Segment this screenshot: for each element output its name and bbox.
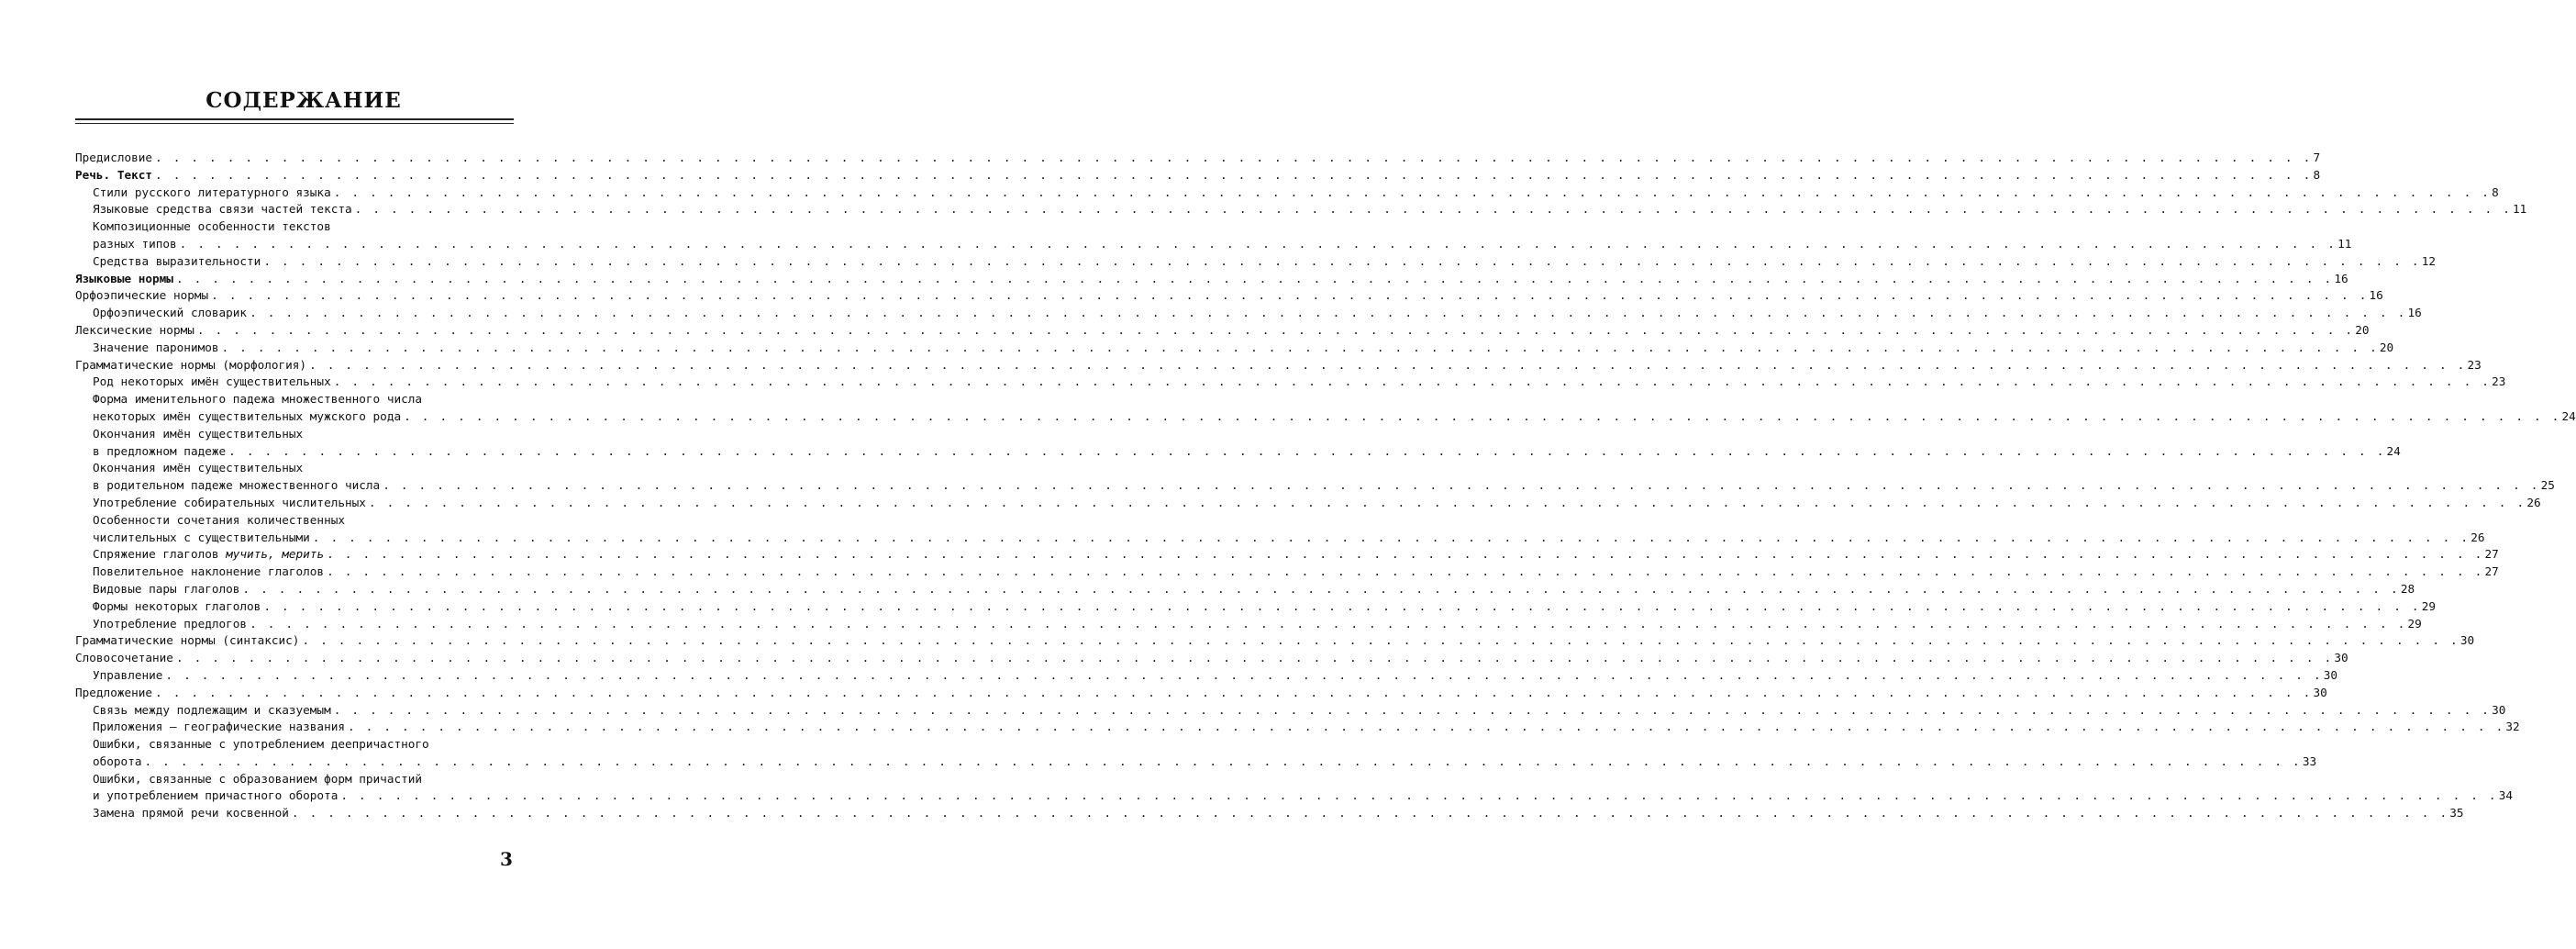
toc-entry-title: некоторых имён существительных мужского рода: [93, 408, 402, 423]
dot-leader: . . . . . . . . . . . . . . . . . . . . . . . . . . . . . . . . . . . . . . . . . . . . . . . . . . . . . . . . . . . . . . . . . . . . . . . . . . . . . . . . . . . . . . . . . . . . . . . . . . . . . . . . . . . . . . . . . . . . . . . .: [263, 253, 2421, 268]
toc-entry-title: Предисловие: [75, 151, 153, 164]
toc-entry: [75, 685, 2327, 702]
toc-entry-title: Окончания имён существительных: [93, 426, 304, 441]
dot-leader: . . . . . . . . . . . . . . . . . . . . . . . . . . . . . . . . . . . . . . . . . . . . . . . . . . . . . . . . . . . . . . . . . . . . . . . . . . . . . . . . . . . . . . . . . . . . . . . . . . . . . . . . . . . . . . . . . . . . . . . .: [309, 357, 2467, 372]
toc-entry-page: 30: [2313, 685, 2327, 699]
dot-leader: . . . . . . . . . . . . . . . . . . . . . . . . . . . . . . . . . . . . . . . . . . . . . . . . . . . . . . . . . . . . . . . . . . . . . . . . . . . . . . . . . . . . . . . . . . . . . . . . . . . . . . . . . . . . . . . . . . . . . . . .: [333, 184, 2492, 199]
toc-entry: [75, 167, 2321, 184]
toc-entry-page: 27: [2484, 547, 2499, 562]
toc-entry: [75, 391, 514, 408]
table-of-contents: [75, 150, 2576, 822]
toc-entry-title: и употреблением причастного оборота: [93, 788, 339, 803]
dot-leader: . . . . . . . . . . . . . . . . . . . . . . . . . . . . . . . . . . . . . . . . . . . . . . . . . . . . . . . . . . . . . . . . . . . . . . . . . . . . . . . . . . . . . . . . . . . . . . . . . . . . . . . . . . . . . . . . . . . . . . . .: [340, 788, 2498, 803]
dot-leader: . . . . . . . . . . . . . . . . . . . . . . . . . . . . . . . . . . . . . . . . . . . . . . . . . . . . . . . . . . . . . . . . . . . . . . . . . . . . . . . . . . . . . . . . . . . . . . . . . . . . . . . . . . . . . . . . . . . . . . . .: [333, 702, 2492, 717]
toc-entry: [75, 201, 2527, 218]
toc-entry: [75, 771, 514, 788]
dot-leader: . . . . . . . . . . . . . . . . . . . . . . . . . . . . . . . . . . . . . . . . . . . . . . . . . . . . . . . . . . . . . . . . . . . . . . . . . . . . . . . . . . . . . . . . . . . . . . . . . . . . . . . . . . . . . . . . . . . . . . . .: [354, 202, 2513, 217]
toc-entry: [75, 236, 2352, 253]
title-rule-thin: [75, 123, 514, 124]
toc-entry: [75, 564, 2499, 581]
dot-leader: . . . . . . . . . . . . . . . . . . . . . . . . . . . . . . . . . . . . . . . . . . . . . . . . . . . . . . . . . . . . . . . . . . . . . . . . . . . . . . . . . . . . . . . . . . . . . . . . . . . . . . . . . . . . . . . . . . . . . . . .: [302, 633, 2459, 648]
toc-entry-italic: мучить, мерить: [226, 547, 325, 562]
toc-entry-page: 28: [2400, 581, 2415, 596]
toc-entry-title: Управление: [93, 667, 163, 682]
toc-entry-page: 29: [2421, 598, 2437, 613]
toc-entry: [75, 357, 2482, 374]
page-number: 3: [500, 848, 513, 870]
dot-leader: . . . . . . . . . . . . . . . . . . . . . . . . . . . . . . . . . . . . . . . . . . . . . . . . . . . . . . . . . . . . . . . . . . . . . . . . . . . . . . . . . . . . . . . . . . . . . . . . . . . . . . . . . . . . . . . . . . . . . . . .: [404, 408, 2561, 423]
toc-entry: [75, 805, 2464, 822]
toc-entry-page: 11: [2513, 202, 2527, 217]
toc-entry-title: в предложном падеже: [93, 443, 227, 458]
toc-entry-page: 24: [2561, 408, 2576, 423]
dot-leader: . . . . . . . . . . . . . . . . . . . . . . . . . . . . . . . . . . . . . . . . . . . . . . . . . . . . . . . . . . . . . . . . . . . . . . . . . . . . . . . . . . . . . . . . . . . . . . . . . . . . . . . . . . . . . . . . . . . . . . . .: [312, 530, 2471, 544]
dot-leader: . . . . . . . . . . . . . . . . . . . . . . . . . . . . . . . . . . . . . . . . . . . . . . . . . . . . . . . . . . . . . . . . . . . . . . . . . . . . . . . . . . . . . . . . . . . . . . . . . . . . . . . . . . . . . . . . . . . . . . . .: [155, 151, 2313, 164]
toc-entry-page: 25: [2540, 478, 2555, 493]
dot-leader: . . . . . . . . . . . . . . . . . . . . . . . . . . . . . . . . . . . . . . . . . . . . . . . . . . . . . . . . . . . . . . . . . . . . . . . . . . . . . . . . . . . . . . . . . . . . . . . . . . . . . . . . . . . . . . . . . . . . . . . .: [175, 271, 2334, 285]
toc-entry: [75, 632, 2475, 650]
toc-entry-page: 7: [2313, 151, 2321, 164]
dot-leader: . . . . . . . . . . . . . . . . . . . . . . . . . . . . . . . . . . . . . . . . . . . . . . . . . . . . . . . . . . . . . . . . . . . . . . . . . . . . . . . . . . . . . . . . . . . . . . . . . . . . . . . . . . . . . . . . . . . . . . . .: [368, 495, 2526, 509]
toc-entry: [75, 616, 2422, 633]
toc-entry-title: Употребление собирательных числительных: [93, 495, 366, 509]
toc-entry: [75, 495, 2541, 512]
toc-entry-page: 30: [2492, 702, 2506, 717]
toc-entry-title: Грамматические нормы (морфология): [75, 357, 307, 372]
toc-entry-title: Композиционные особенности текстов: [93, 219, 331, 234]
toc-entry: [75, 426, 514, 443]
toc-entry-title: Лексические нормы: [75, 322, 194, 337]
toc-entry: [75, 408, 2576, 426]
toc-entry-page: 12: [2421, 253, 2437, 268]
toc-entry: [75, 546, 2499, 564]
toc-entry-page: 26: [2471, 530, 2485, 544]
dot-leader: . . . . . . . . . . . . . . . . . . . . . . . . . . . . . . . . . . . . . . . . . . . . . . . . . . . . . . . . . . . . . . . . . . . . . . . . . . . . . . . . . . . . . . . . . . . . . . . . . . . . . . . . . . . . . . . . . . . . . . . .: [383, 478, 2540, 493]
toc-entry-page: 24: [2386, 443, 2401, 458]
dot-leader: . . . . . . . . . . . . . . . . . . . . . . . . . . . . . . . . . . . . . . . . . . . . . . . . . . . . . . . . . . . . . . . . . . . . . . . . . . . . . . . . . . . . . . . . . . . . . . . . . . . . . . . . . . . . . . . . . . . . . . . .: [175, 651, 2334, 665]
toc-entry: [75, 581, 2415, 598]
toc-entry: [75, 477, 2555, 495]
toc-entry: [75, 305, 2422, 322]
toc-entry: [75, 719, 2520, 736]
toc-entry-title: Стили русского литературного языка: [93, 184, 331, 199]
toc-entry-title: Связь между подлежащим и сказуемым: [93, 702, 331, 717]
dot-leader: . . . . . . . . . . . . . . . . . . . . . . . . . . . . . . . . . . . . . . . . . . . . . . . . . . . . . . . . . . . . . . . . . . . . . . . . . . . . . . . . . . . . . . . . . . . . . . . . . . . . . . . . . . . . . . . . . . . . . . . .: [165, 667, 2323, 682]
dot-leader: . . . . . . . . . . . . . . . . . . . . . . . . . . . . . . . . . . . . . . . . . . . . . . . . . . . . . . . . . . . . . . . . . . . . . . . . . . . . . . . . . . . . . . . . . . . . . . . . . . . . . . . . . . . . . . . . . . . . . . . .: [291, 806, 2449, 821]
dot-leader: . . . . . . . . . . . . . . . . . . . . . . . . . . . . . . . . . . . . . . . . . . . . . . . . . . . . . . . . . . . . . . . . . . . . . . . . . . . . . . . . . . . . . . . . . . . . . . . . . . . . . . . . . . . . . . . . . . . . . . . .: [333, 374, 2492, 389]
dot-leader: . . . . . . . . . . . . . . . . . . . . . . . . . . . . . . . . . . . . . . . . . . . . . . . . . . . . . . . . . . . . . . . . . . . . . . . . . . . . . . . . . . . . . . . . . . . . . . . . . . . . . . . . . . . . . . . . . . . . . . . .: [327, 564, 2484, 579]
dot-leader: . . . . . . . . . . . . . . . . . . . . . . . . . . . . . . . . . . . . . . . . . . . . . . . . . . . . . . . . . . . . . . . . . . . . . . . . . . . . . . . . . . . . . . . . . . . . . . . . . . . . . . . . . . . . . . . . . . . . . . . .: [155, 685, 2313, 699]
page-title: СОДЕРЖАНИЕ: [205, 88, 402, 113]
toc-entry-page: 35: [2449, 806, 2464, 821]
toc-entry: [75, 702, 2506, 720]
toc-entry-page: 33: [2302, 754, 2317, 768]
dot-leader: . . . . . . . . . . . . . . . . . . . . . . . . . . . . . . . . . . . . . . . . . . . . . . . . . . . . . . . . . . . . . . . . . . . . . . . . . . . . . . . . . . . . . . . . . . . . . . . . . . . . . . . . . . . . . . . . . . . . . . . .: [327, 547, 2484, 562]
toc-entry-page: 8: [2313, 167, 2321, 182]
toc-entry-title: в родительном падеже множественного числа: [93, 478, 381, 493]
toc-entry-page: 20: [2379, 340, 2394, 354]
dot-leader: . . . . . . . . . . . . . . . . . . . . . . . . . . . . . . . . . . . . . . . . . . . . . . . . . . . . . . . . . . . . . . . . . . . . . . . . . . . . . . . . . . . . . . . . . . . . . . . . . . . . . . . . . . . . . . . . . . . . . . . .: [348, 720, 2505, 734]
toc-entry: [75, 787, 2514, 805]
toc-entry: [75, 322, 2370, 340]
toc-entry: [75, 253, 2437, 271]
dot-leader: . . . . . . . . . . . . . . . . . . . . . . . . . . . . . . . . . . . . . . . . . . . . . . . . . . . . . . . . . . . . . . . . . . . . . . . . . . . . . . . . . . . . . . . . . . . . . . . . . . . . . . . . . . . . . . . . . . . . . . . .: [155, 167, 2313, 182]
dot-leader: . . . . . . . . . . . . . . . . . . . . . . . . . . . . . . . . . . . . . . . . . . . . . . . . . . . . . . . . . . . . . . . . . . . . . . . . . . . . . . . . . . . . . . . . . . . . . . . . . . . . . . . . . . . . . . . . . . . . . . . .: [250, 306, 2407, 320]
toc-entry: [75, 287, 2383, 305]
toc-entry-title: Ошибки, связанные с употреблением деепричастного: [93, 737, 429, 752]
toc-entry-title: Речь. Текст: [75, 167, 153, 182]
toc-entry-title: Формы некоторых глаголов: [93, 598, 261, 613]
toc-entry-title: Словосочетание: [75, 651, 173, 665]
dot-leader: . . . . . . . . . . . . . . . . . . . . . . . . . . . . . . . . . . . . . . . . . . . . . . . . . . . . . . . . . . . . . . . . . . . . . . . . . . . . . . . . . . . . . . . . . . . . . . . . . . . . . . . . . . . . . . . . . . . . . . . .: [228, 443, 2386, 458]
toc-entry: [75, 340, 2394, 357]
toc-entry: [75, 374, 2506, 391]
toc-entry: [75, 218, 514, 236]
toc-entry: [75, 667, 2338, 685]
toc-entry-page: 23: [2492, 374, 2506, 389]
toc-entry: [75, 530, 2485, 547]
toc-entry-title: Употребление предлогов: [93, 616, 248, 631]
toc-entry: [75, 184, 2499, 202]
toc-entry-page: 27: [2484, 564, 2499, 579]
toc-entry-title: Языковые средства связи частей текста: [93, 202, 352, 217]
toc-entry-page: 20: [2355, 322, 2370, 337]
dot-leader: . . . . . . . . . . . . . . . . . . . . . . . . . . . . . . . . . . . . . . . . . . . . . . . . . . . . . . . . . . . . . . . . . . . . . . . . . . . . . . . . . . . . . . . . . . . . . . . . . . . . . . . . . . . . . . . . . . . . . . . .: [144, 754, 2302, 768]
toc-entry-title: Орфоэпические нормы: [75, 288, 209, 303]
toc-entry: [75, 443, 2401, 461]
toc-entry-title: Средства выразительности: [93, 253, 261, 268]
toc-entry: [75, 650, 2348, 667]
toc-entry-page: 30: [2323, 667, 2338, 682]
toc-entry: [75, 512, 514, 530]
toc-entry-title: Форма именительного падежа множественного числа: [93, 392, 423, 407]
toc-entry-page: 30: [2459, 633, 2475, 648]
toc-entry: [75, 150, 2321, 167]
toc-entry-title: Приложения — географические названия: [93, 720, 345, 734]
toc-entry-page: 34: [2498, 788, 2514, 803]
dot-leader: . . . . . . . . . . . . . . . . . . . . . . . . . . . . . . . . . . . . . . . . . . . . . . . . . . . . . . . . . . . . . . . . . . . . . . . . . . . . . . . . . . . . . . . . . . . . . . . . . . . . . . . . . . . . . . . . . . . . . . . .: [211, 288, 2369, 303]
dot-leader: . . . . . . . . . . . . . . . . . . . . . . . . . . . . . . . . . . . . . . . . . . . . . . . . . . . . . . . . . . . . . . . . . . . . . . . . . . . . . . . . . . . . . . . . . . . . . . . . . . . . . . . . . . . . . . . . . . . . . . . .: [242, 581, 2400, 596]
toc-entry: [75, 754, 2317, 771]
toc-entry-title: Спряжение глаголов мучить, мерить: [93, 547, 325, 562]
dot-leader: . . . . . . . . . . . . . . . . . . . . . . . . . . . . . . . . . . . . . . . . . . . . . . . . . . . . . . . . . . . . . . . . . . . . . . . . . . . . . . . . . . . . . . . . . . . . . . . . . . . . . . . . . . . . . . . . . . . . . . . .: [263, 598, 2421, 613]
toc-entry-title: Предложение: [75, 685, 153, 699]
toc-entry-title: Замена прямой речи косвенной: [93, 806, 289, 821]
toc-entry-page: 16: [2334, 271, 2348, 285]
toc-entry-title: Ошибки, связанные с образованием форм причастий: [93, 771, 423, 786]
toc-entry: [75, 598, 2437, 616]
toc-entry: [75, 736, 514, 754]
toc-entry-title: Грамматические нормы (синтаксис): [75, 633, 300, 648]
toc-entry-page: 29: [2407, 616, 2422, 631]
toc-entry-page: 16: [2407, 306, 2422, 320]
toc-entry-page: 30: [2334, 651, 2348, 665]
toc-entry-page: 32: [2505, 720, 2520, 734]
toc-entry-page: 26: [2526, 495, 2541, 509]
toc-entry-page: 11: [2337, 236, 2352, 251]
toc-entry-title: оборота: [93, 754, 142, 768]
toc-entry-page: 23: [2467, 357, 2482, 372]
toc-entry-title: числительных с существительными: [93, 530, 310, 544]
toc-entry-title: Видовые пары глаголов: [93, 581, 240, 596]
toc-entry: [75, 271, 2348, 288]
toc-entry-title: Языковые нормы: [75, 271, 173, 285]
dot-leader: . . . . . . . . . . . . . . . . . . . . . . . . . . . . . . . . . . . . . . . . . . . . . . . . . . . . . . . . . . . . . . . . . . . . . . . . . . . . . . . . . . . . . . . . . . . . . . . . . . . . . . . . . . . . . . . . . . . . . . . .: [196, 322, 2355, 337]
toc-entry-page: 8: [2492, 184, 2499, 199]
toc-entry: [75, 460, 514, 477]
toc-entry-title: Особенности сочетания количественных: [93, 512, 345, 527]
toc-entry-page: 16: [2369, 288, 2383, 303]
title-rule-thick: [75, 118, 514, 120]
toc-entry-title: разных типов: [93, 236, 177, 251]
toc-entry-title: Род некоторых имён существительных: [93, 374, 331, 389]
dot-leader: . . . . . . . . . . . . . . . . . . . . . . . . . . . . . . . . . . . . . . . . . . . . . . . . . . . . . . . . . . . . . . . . . . . . . . . . . . . . . . . . . . . . . . . . . . . . . . . . . . . . . . . . . . . . . . . . . . . . . . . .: [179, 236, 2337, 251]
dot-leader: . . . . . . . . . . . . . . . . . . . . . . . . . . . . . . . . . . . . . . . . . . . . . . . . . . . . . . . . . . . . . . . . . . . . . . . . . . . . . . . . . . . . . . . . . . . . . . . . . . . . . . . . . . . . . . . . . . . . . . . .: [221, 340, 2379, 354]
dot-leader: . . . . . . . . . . . . . . . . . . . . . . . . . . . . . . . . . . . . . . . . . . . . . . . . . . . . . . . . . . . . . . . . . . . . . . . . . . . . . . . . . . . . . . . . . . . . . . . . . . . . . . . . . . . . . . . . . . . . . . . .: [250, 616, 2407, 631]
toc-entry-title: Окончания имён существительных: [93, 461, 304, 475]
toc-entry-title: Повелительное наклонение глаголов: [93, 564, 325, 579]
toc-entry-title: Значение паронимов: [93, 340, 219, 354]
toc-entry-title: Орфоэпический словарик: [93, 306, 248, 320]
